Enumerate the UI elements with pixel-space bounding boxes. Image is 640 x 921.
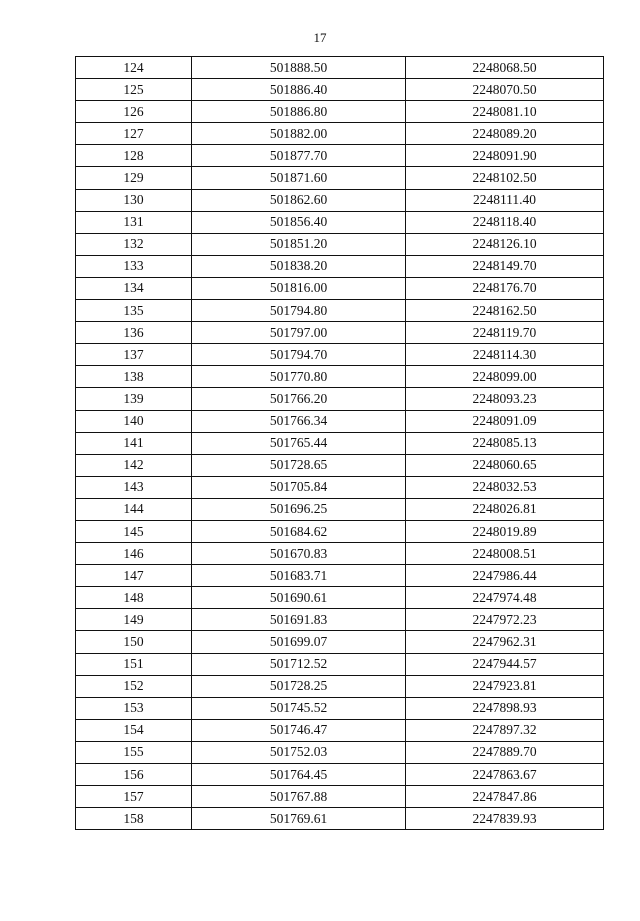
x-coordinate-cell: 501684.62 (192, 520, 406, 542)
table-row (76, 675, 604, 697)
table-row (76, 101, 604, 123)
x-coordinate-cell: 501769.61 (192, 808, 406, 830)
table-row (76, 410, 604, 432)
point-number-cell: 147 (76, 565, 192, 587)
table-row (76, 123, 604, 145)
table-row (76, 255, 604, 277)
y-coordinate-cell: 2247972.23 (406, 609, 604, 631)
page-number: 17 (313, 30, 327, 45)
x-coordinate-cell: 501767.88 (192, 786, 406, 808)
table-row (76, 366, 604, 388)
point-number-cell: 146 (76, 543, 192, 565)
table-row (76, 741, 604, 763)
table-row (76, 432, 604, 454)
y-coordinate-cell: 2247986.44 (406, 565, 604, 587)
x-coordinate-cell: 501752.03 (192, 741, 406, 763)
point-number-cell: 135 (76, 300, 192, 322)
table-row (76, 277, 604, 299)
x-coordinate-cell: 501766.34 (192, 410, 406, 432)
x-coordinate-cell: 501696.25 (192, 498, 406, 520)
y-coordinate-cell: 2248093.23 (406, 388, 604, 410)
y-coordinate-cell: 2247923.81 (406, 675, 604, 697)
y-coordinate-cell: 2248060.65 (406, 454, 604, 476)
point-number-cell: 129 (76, 167, 192, 189)
table-row (76, 719, 604, 741)
x-coordinate-cell: 501770.80 (192, 366, 406, 388)
x-coordinate-cell: 501745.52 (192, 697, 406, 719)
y-coordinate-cell: 2248070.50 (406, 79, 604, 101)
table-row (76, 786, 604, 808)
y-coordinate-cell: 2247962.31 (406, 631, 604, 653)
table-row (76, 609, 604, 631)
y-coordinate-cell: 2248099.00 (406, 366, 604, 388)
y-coordinate-cell: 2248111.40 (406, 189, 604, 211)
x-coordinate-cell: 501877.70 (192, 145, 406, 167)
y-coordinate-cell: 2248176.70 (406, 277, 604, 299)
x-coordinate-cell: 501746.47 (192, 719, 406, 741)
coordinate-table-body (76, 57, 604, 830)
point-number-cell: 127 (76, 123, 192, 145)
y-coordinate-cell: 2247889.70 (406, 741, 604, 763)
point-number-cell: 125 (76, 79, 192, 101)
point-number-cell: 157 (76, 786, 192, 808)
table-row (76, 189, 604, 211)
point-number-cell: 155 (76, 741, 192, 763)
point-number-cell: 139 (76, 388, 192, 410)
point-number-cell: 131 (76, 211, 192, 233)
point-number-cell: 158 (76, 808, 192, 830)
table-row (76, 145, 604, 167)
x-coordinate-cell: 501862.60 (192, 189, 406, 211)
y-coordinate-cell: 2248019.89 (406, 520, 604, 542)
table-row (76, 631, 604, 653)
table-row (76, 233, 604, 255)
x-coordinate-cell: 501888.50 (192, 57, 406, 79)
y-coordinate-cell: 2247839.93 (406, 808, 604, 830)
x-coordinate-cell: 501705.84 (192, 476, 406, 498)
point-number-cell: 152 (76, 675, 192, 697)
y-coordinate-cell: 2247847.86 (406, 786, 604, 808)
point-number-cell: 145 (76, 520, 192, 542)
y-coordinate-cell: 2248081.10 (406, 101, 604, 123)
table-row (76, 520, 604, 542)
point-number-cell: 126 (76, 101, 192, 123)
x-coordinate-cell: 501851.20 (192, 233, 406, 255)
point-number-cell: 136 (76, 322, 192, 344)
y-coordinate-cell: 2247897.32 (406, 719, 604, 741)
x-coordinate-cell: 501766.20 (192, 388, 406, 410)
y-coordinate-cell: 2248126.10 (406, 233, 604, 255)
x-coordinate-cell: 501728.25 (192, 675, 406, 697)
table-row (76, 587, 604, 609)
point-number-cell: 132 (76, 233, 192, 255)
x-coordinate-cell: 501728.65 (192, 454, 406, 476)
y-coordinate-cell: 2247863.67 (406, 764, 604, 786)
table-row (76, 388, 604, 410)
table-row (76, 344, 604, 366)
table-row (76, 211, 604, 233)
table-row (76, 300, 604, 322)
table-row (76, 57, 604, 79)
point-number-cell: 141 (76, 432, 192, 454)
point-number-cell: 140 (76, 410, 192, 432)
x-coordinate-cell: 501816.00 (192, 277, 406, 299)
point-number-cell: 143 (76, 476, 192, 498)
table-row (76, 565, 604, 587)
y-coordinate-cell: 2247944.57 (406, 653, 604, 675)
point-number-cell: 156 (76, 764, 192, 786)
y-coordinate-cell: 2248119.70 (406, 322, 604, 344)
x-coordinate-cell: 501794.80 (192, 300, 406, 322)
point-number-cell: 133 (76, 255, 192, 277)
x-coordinate-cell: 501856.40 (192, 211, 406, 233)
x-coordinate-cell: 501670.83 (192, 543, 406, 565)
x-coordinate-cell: 501797.00 (192, 322, 406, 344)
y-coordinate-cell: 2247898.93 (406, 697, 604, 719)
point-number-cell: 148 (76, 587, 192, 609)
y-coordinate-cell: 2248118.40 (406, 211, 604, 233)
point-number-cell: 137 (76, 344, 192, 366)
point-number-cell: 153 (76, 697, 192, 719)
point-number-cell: 151 (76, 653, 192, 675)
coordinate-table (75, 56, 604, 830)
table-row (76, 79, 604, 101)
x-coordinate-cell: 501838.20 (192, 255, 406, 277)
y-coordinate-cell: 2248026.81 (406, 498, 604, 520)
y-coordinate-cell: 2248068.50 (406, 57, 604, 79)
point-number-cell: 144 (76, 498, 192, 520)
y-coordinate-cell: 2248114.30 (406, 344, 604, 366)
x-coordinate-cell: 501794.70 (192, 344, 406, 366)
y-coordinate-cell: 2248085.13 (406, 432, 604, 454)
y-coordinate-cell: 2248102.50 (406, 167, 604, 189)
table-row (76, 697, 604, 719)
point-number-cell: 154 (76, 719, 192, 741)
y-coordinate-cell: 2248149.70 (406, 255, 604, 277)
y-coordinate-cell: 2248089.20 (406, 123, 604, 145)
x-coordinate-cell: 501871.60 (192, 167, 406, 189)
table-row (76, 454, 604, 476)
point-number-cell: 128 (76, 145, 192, 167)
y-coordinate-cell: 2248091.09 (406, 410, 604, 432)
table-row (76, 543, 604, 565)
y-coordinate-cell: 2248032.53 (406, 476, 604, 498)
x-coordinate-cell: 501882.00 (192, 123, 406, 145)
table-row (76, 808, 604, 830)
point-number-cell: 142 (76, 454, 192, 476)
table-row (76, 322, 604, 344)
table-row (76, 498, 604, 520)
y-coordinate-cell: 2248091.90 (406, 145, 604, 167)
table-row (76, 764, 604, 786)
x-coordinate-cell: 501886.40 (192, 79, 406, 101)
y-coordinate-cell: 2248162.50 (406, 300, 604, 322)
x-coordinate-cell: 501886.80 (192, 101, 406, 123)
table-row (76, 167, 604, 189)
y-coordinate-cell: 2247974.48 (406, 587, 604, 609)
point-number-cell: 150 (76, 631, 192, 653)
point-number-cell: 124 (76, 57, 192, 79)
x-coordinate-cell: 501690.61 (192, 587, 406, 609)
y-coordinate-cell: 2248008.51 (406, 543, 604, 565)
x-coordinate-cell: 501683.71 (192, 565, 406, 587)
point-number-cell: 149 (76, 609, 192, 631)
x-coordinate-cell: 501699.07 (192, 631, 406, 653)
x-coordinate-cell: 501712.52 (192, 653, 406, 675)
point-number-cell: 134 (76, 277, 192, 299)
point-number-cell: 138 (76, 366, 192, 388)
x-coordinate-cell: 501765.44 (192, 432, 406, 454)
table-row (76, 476, 604, 498)
point-number-cell: 130 (76, 189, 192, 211)
x-coordinate-cell: 501691.83 (192, 609, 406, 631)
x-coordinate-cell: 501764.45 (192, 764, 406, 786)
table-row (76, 653, 604, 675)
